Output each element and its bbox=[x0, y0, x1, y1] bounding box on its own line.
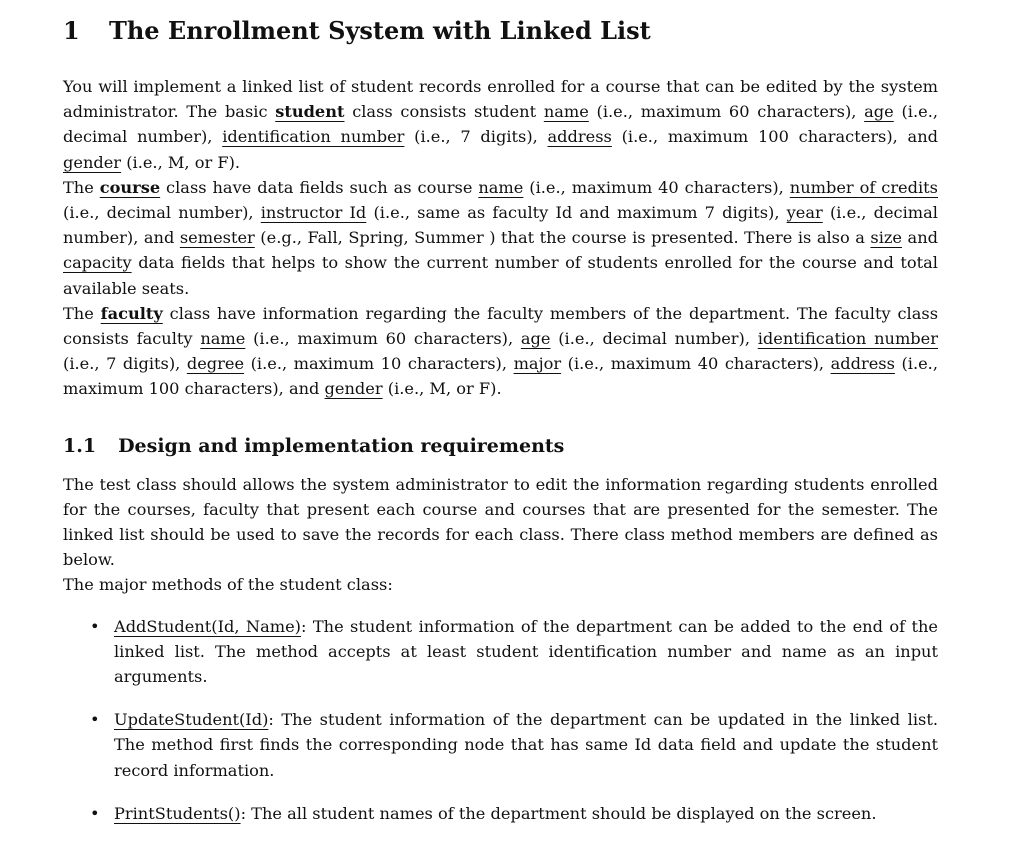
term-name: name bbox=[543, 102, 589, 122]
bullet-icon: • bbox=[90, 803, 100, 823]
text-run: The bbox=[63, 303, 101, 323]
student-class-paragraph bbox=[63, 74, 938, 175]
text-run: and bbox=[902, 228, 938, 248]
term-faculty: faculty bbox=[100, 303, 163, 323]
term-faculty-name: name bbox=[200, 329, 246, 349]
list-item bbox=[63, 707, 938, 783]
faculty-class-paragraph bbox=[63, 301, 938, 402]
term-size: size bbox=[870, 228, 903, 248]
subsection-heading bbox=[63, 432, 938, 460]
term-student: student bbox=[275, 102, 345, 122]
document-page bbox=[63, 14, 938, 844]
bullet-icon: • bbox=[90, 710, 100, 730]
list-item bbox=[63, 801, 938, 826]
term-number-of-credits: number of credits bbox=[789, 177, 938, 197]
text-run: (i.e., decimal number), bbox=[63, 102, 938, 147]
term-age: age bbox=[864, 102, 894, 122]
term-instructor-id: instructor Id bbox=[260, 203, 367, 223]
text-run: class consists student bbox=[344, 102, 544, 122]
text-run: You will implement a linked list of student records enrolled for a course that can be edited by the system administrator. The basic bbox=[63, 77, 938, 122]
text-run: data fields that helps to show the current number of students enrolled for the course and total available seats. bbox=[63, 253, 938, 298]
text-run: The bbox=[63, 177, 100, 197]
text-run: (i.e., maximum 100 characters), and bbox=[611, 127, 938, 147]
term-semester: semester bbox=[179, 228, 255, 248]
method-description: : The student information of the department can be added to the end of the linked list. The method accepts at least student identification number and name as an input arguments. bbox=[114, 616, 939, 687]
section-heading bbox=[63, 14, 938, 48]
text-run: (i.e., M, or F). bbox=[382, 379, 502, 399]
bullet-icon: • bbox=[90, 616, 100, 636]
text-run: class have information regarding the faculty members of the department. The faculty class consists faculty bbox=[63, 303, 938, 349]
method-signature: AddStudent(Id, Name) bbox=[114, 616, 301, 636]
term-gender: gender bbox=[63, 152, 122, 172]
term-course-name: name bbox=[478, 177, 524, 197]
method-description: : The student information of the department can be updated in the linked list. The method first finds the corresponding node that has same Id data field and update the student record information. bbox=[114, 710, 938, 780]
section-title: The Enrollment System with Linked List bbox=[109, 16, 651, 45]
term-identification-number: identification number bbox=[222, 127, 405, 147]
term-address: address bbox=[547, 127, 612, 147]
term-faculty-gender: gender bbox=[324, 379, 383, 399]
method-signature: UpdateStudent(Id) bbox=[114, 710, 269, 730]
term-faculty-identification-number: identification number bbox=[757, 329, 938, 349]
text-run: (i.e., maximum 60 characters), bbox=[588, 102, 865, 122]
text-run: (i.e., decimal number), bbox=[550, 329, 758, 349]
method-signature: PrintStudents() bbox=[114, 803, 241, 823]
course-class-paragraph bbox=[63, 175, 938, 301]
method-description: : The all student names of the department should be displayed on the screen. bbox=[240, 803, 877, 823]
text-run: (i.e., same as faculty Id and maximum 7 digits), bbox=[366, 203, 787, 223]
text-run: (i.e., maximum 60 characters), bbox=[245, 329, 521, 349]
subsection-title: Design and implementation requirements bbox=[118, 434, 565, 457]
list-item bbox=[63, 614, 938, 690]
term-faculty-age: age bbox=[520, 329, 551, 349]
term-major: major bbox=[513, 354, 562, 374]
text-run: (e.g., Fall, Spring, Summer ) that the course is presented. There is also a bbox=[254, 228, 871, 248]
text-run: (i.e., maximum 100 characters), and bbox=[63, 354, 938, 399]
text-run: class have data fields such as course bbox=[160, 177, 479, 197]
term-degree: degree bbox=[186, 354, 245, 374]
text-run: (i.e., maximum 10 characters), bbox=[244, 354, 514, 374]
requirements-paragraph: The test class should allows the system administrator to edit the information regarding students enrolled for the courses, faculty that present each course and courses that are presented for the semester. The linked list should be used to save the records for each class. There class method members are defined as below. bbox=[63, 474, 938, 570]
term-faculty-address: address bbox=[830, 354, 895, 374]
term-capacity: capacity bbox=[63, 253, 132, 273]
text-run: (i.e., 7 digits), bbox=[404, 127, 548, 147]
subsection-number: 1.1 bbox=[63, 434, 97, 457]
text-run: (i.e., decimal number), and bbox=[63, 203, 938, 248]
text-run: (i.e., maximum 40 characters), bbox=[561, 354, 831, 374]
text-run: (i.e., M, or F). bbox=[121, 152, 241, 172]
methods-intro: The major methods of the student class: bbox=[63, 575, 393, 595]
text-run: (i.e., 7 digits), bbox=[63, 354, 187, 374]
text-run: (i.e., decimal number), bbox=[63, 203, 261, 223]
section-number: 1 bbox=[63, 16, 80, 45]
term-year: year bbox=[786, 203, 823, 223]
methods-list bbox=[63, 614, 938, 826]
text-run: (i.e., maximum 40 characters), bbox=[523, 177, 790, 197]
term-course: course bbox=[99, 177, 161, 197]
